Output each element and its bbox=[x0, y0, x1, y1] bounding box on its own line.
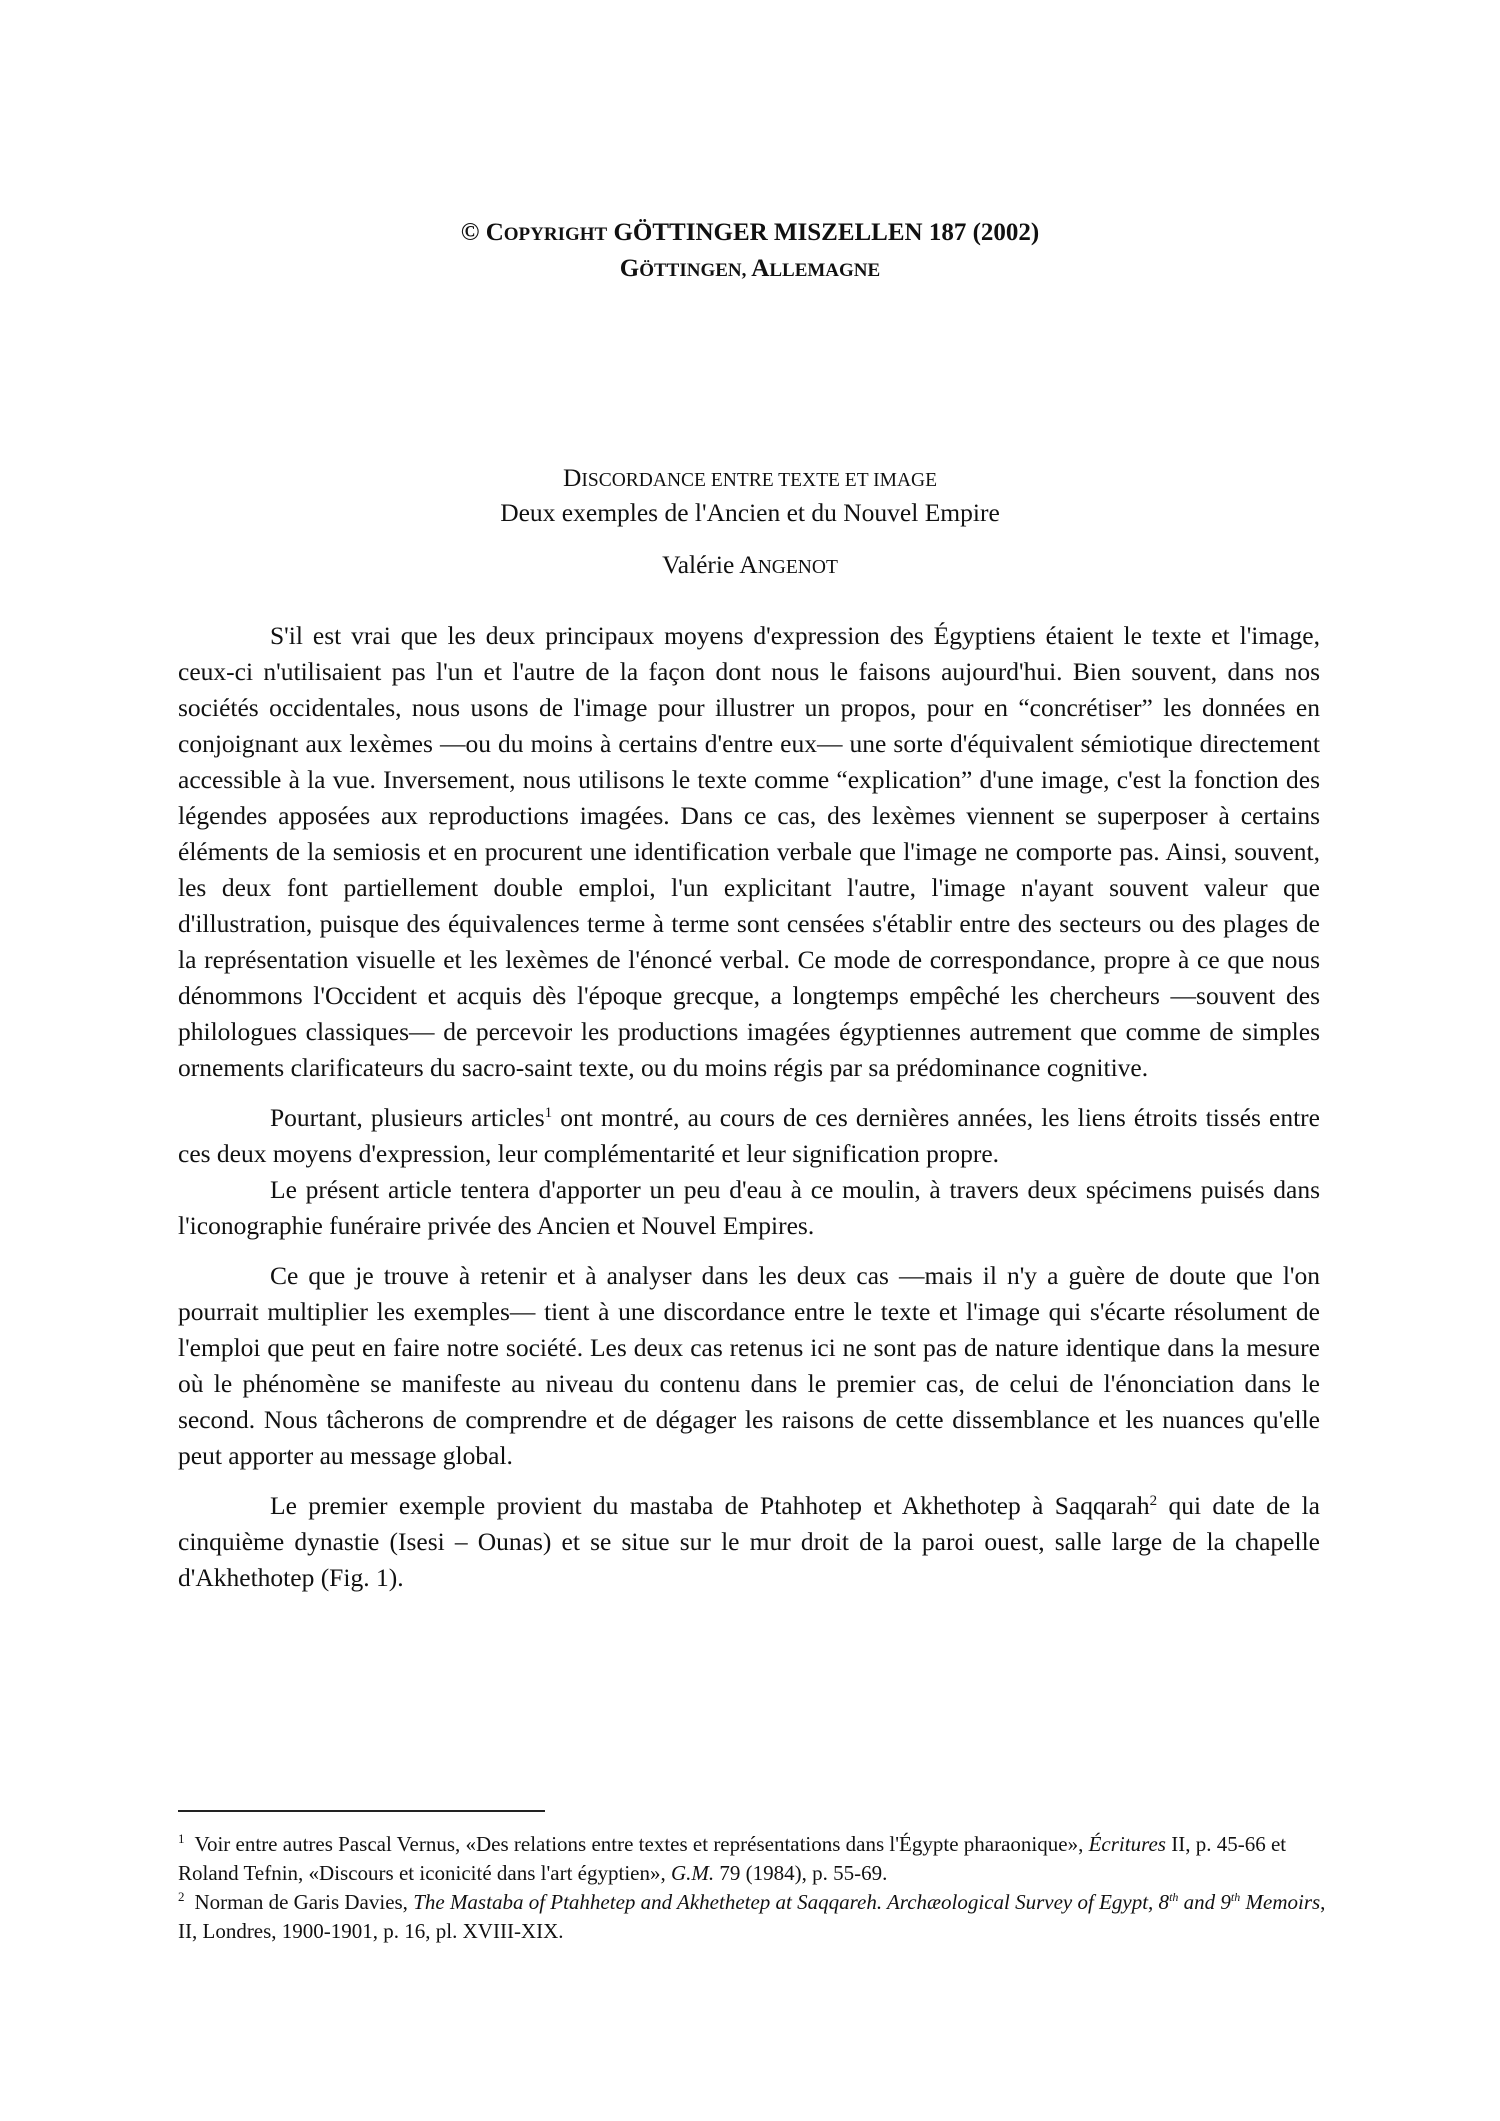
copyright-word: COPYRIGHT bbox=[485, 219, 608, 246]
footnotes bbox=[178, 1830, 1328, 1946]
paragraph-4: Ce que je trouve à retenir et à analyser dans les deux cas —mais il n'y a guère de doute que l'on pourrait multiplier les exemples— tient à une discordance entre le texte et l'image qui s'écarte résolument de l'emploi que peut en faire notre société. Les deux cas retenus ici ne sont pas de nature identique dans la mesure où le phénomène se manifeste au niveau du contenu dans le premier cas, de celui de l'énonciation dans le second. Nous tâcherons de comprendre et de dégager les raisons de cette dissemblance et les nuances qu'elle peut apporter au message global. bbox=[178, 1261, 1320, 1470]
journal-name: GÖTTINGER MISZELLEN 187 (2002) bbox=[613, 219, 1040, 246]
paragraph-1: S'il est vrai que les deux principaux moyens d'expression des Égyptiens étaient le texte et l'image, ceux-ci n'utilisaient pas l'un et l'autre de la façon dont nous le faisons aujourd'hui. Bien souvent, dans nos sociétés occidentales, nous usons de l'image pour illustrer un propos, pour en “concrétiser” les données en conjoignant aux lexèmes —ou du moins à certains d'entre eux— une sorte d'équivalent sémiotique directement accessible à la vue. Inversement, nous utilisons le texte comme “explication” d'une image, c'est la fonction des légendes apposées aux reproductions imagées. Dans ce cas, des lexèmes viennent se superposer à certains éléments de la semiosis et en procurent une identification verbale que l'image ne comporte pas. Ainsi, souvent, les deux font partiellement double emploi, l'un explicitant l'autre, l'image n'ayant souvent valeur que d'illustration, puisque des équivalences terme à terme sont censées s'établir entre des secteurs ou des plages de la représentation visuelle et les lexèmes de l'énoncé verbal. Ce mode de correspondance, propre à ce que nous dénommons l'Occident et acquis dès l'époque grecque, a longtemps empêché les chercheurs —souvent des philologues classiques— de percevoir les productions imagées égyptiennes autrement que comme de simples ornements clarificateurs du sacro-saint texte, ou du moins régis par sa prédominance cognitive. bbox=[178, 621, 1320, 1082]
copyright-symbol: © bbox=[460, 219, 480, 246]
article-author: Valérie ANGENOT bbox=[662, 550, 838, 579]
paragraph-3: Le présent article tentera d'apporter un peu d'eau à ce moulin, à travers deux spécimens puisés dans l'iconographie funéraire privée des Ancien et Nouvel Empires. bbox=[178, 1175, 1320, 1240]
copyright-line bbox=[0, 218, 1500, 250]
paragraph-2: Pourtant, plusieurs articles$^1$ ont montré, au cours de ces dernières années, les liens étroits tissés entre ces deux moyens d'expression, leur complémentarité et leur signification propre. bbox=[178, 1103, 1320, 1168]
article-title: DISCORDANCE ENTRE TEXTE ET IMAGE bbox=[562, 463, 938, 492]
publication-place: GÖTTINGEN, ALLEMAGNE bbox=[619, 255, 881, 282]
footnote-divider bbox=[178, 1810, 545, 1812]
paragraph-5: Le premier exemple provient du mastaba de Ptahhotep et Akhethotep à Saqqarah$^2$ qui date de la cinquième dynastie (Isesi – Ounas) et se situe sur le mur droit de la paroi ouest, salle large de la chapelle d'Akhethotep (Fig. 1). bbox=[178, 1491, 1320, 1592]
footnote-ref-2[interactable]: 2 bbox=[1149, 1493, 1158, 1509]
article-body bbox=[178, 618, 1320, 1596]
footnote-2: $^2$ Norman de Garis Davies, The Mastaba of Ptahhetep and Akhethetep at Saqqareh. Archæological Survey of Egypt, 8th and 9th Memoirs, II, Londres, 1900-1901, p. 16, pl. XVIII-XIX. bbox=[178, 1889, 1326, 1943]
footnote-ref-1[interactable]: 1 bbox=[544, 1105, 553, 1121]
article-subtitle: Deux exemples de l'Ancien et du Nouvel Empire bbox=[500, 498, 1000, 527]
footnote-1: $^1$ Voir entre autres Pascal Vernus, «Des relations entre textes et représentations dans l'Égypte pharaonique», Écritures II, p. 45-66 et Roland Tefnin, «Discours et iconicité dans l'art égyptien», G.M. 79 (1984), p. 55-69. bbox=[178, 1831, 1287, 1885]
